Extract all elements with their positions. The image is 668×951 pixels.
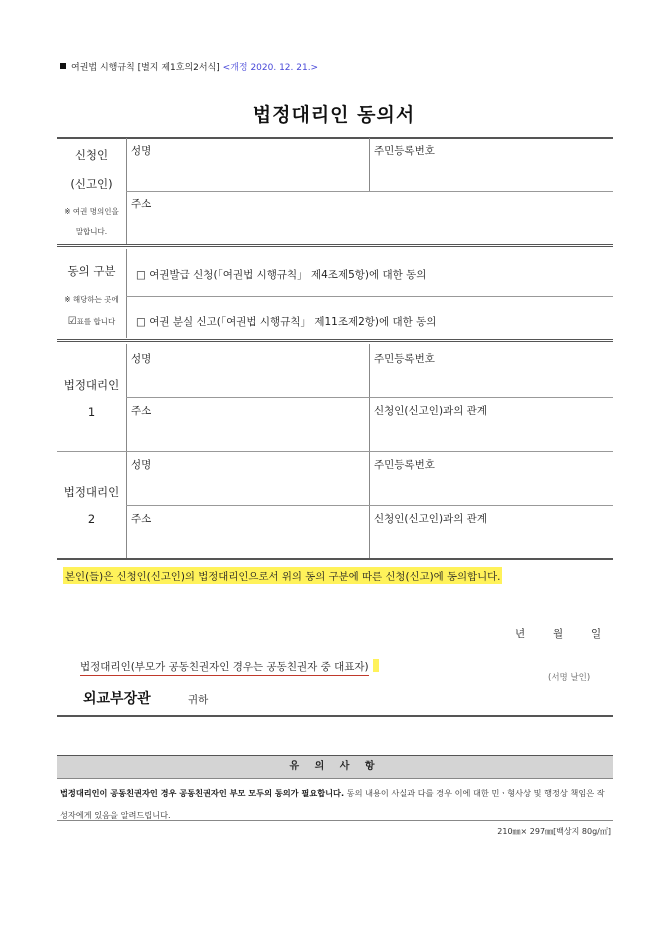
date-year[interactable]: 년 [515, 628, 526, 640]
paper-spec: 210㎜× 297㎜[백상지 80g/㎡] [497, 827, 611, 836]
consent-statement: 본인(들)은 신청인(신고인)의 법정대리인으로서 위의 동의 구분에 따른 신청(신고)에 동의합니다. [63, 567, 502, 584]
section-border [57, 339, 613, 342]
applicant-name-field[interactable]: 성명 [131, 145, 152, 157]
form-reference [60, 60, 318, 73]
consent-option-passport-loss[interactable]: □ 여권 분실 신고(「여권법 시행규칙」 제11조제2항)에 대한 동의 [136, 316, 437, 328]
consent-type-label: 동의 구분 [67, 264, 116, 278]
section-border [57, 244, 613, 247]
applicant-label-sub: (신고인) [70, 177, 113, 191]
sign-hint: (서명 날인) [548, 673, 591, 683]
square-bullet-icon [60, 63, 66, 69]
guardian1-number: 1 [87, 405, 96, 419]
date-day[interactable]: 일 [591, 628, 602, 640]
guardian1-rrn-field[interactable]: 주민등록번호 [374, 353, 435, 365]
guardian2-address-field[interactable]: 주소 [131, 513, 152, 525]
guardian2-relation-field[interactable]: 신청인(신고인)과의 관계 [374, 513, 487, 525]
guardian2-number: 2 [87, 512, 96, 526]
divider [369, 138, 370, 191]
divider [126, 505, 613, 506]
guardian2-rrn-field[interactable]: 주민등록번호 [374, 459, 435, 471]
applicant-note: ※ 여권 명의인을 [64, 207, 119, 216]
applicant-rrn-field[interactable]: 주민등록번호 [374, 145, 435, 157]
divider [57, 820, 613, 821]
guardian2-label: 법정대리인 [63, 485, 120, 499]
signer-line [80, 655, 379, 674]
guardian2-name-field[interactable]: 성명 [131, 459, 152, 471]
revision-text: <개정 2020. 12. 21.> [222, 63, 319, 73]
addressee-suffix: 귀하 [188, 694, 209, 706]
page-title: 법정대리인 동의서 [252, 104, 416, 126]
divider [126, 296, 613, 297]
notice-bold: 법정대리인이 공동친권자인 경우 공동친권자인 부모 모두의 동의가 필요합니다. [60, 788, 345, 798]
consent-option-passport-issue[interactable]: □ 여권발급 신청(「여권법 시행규칙」 제4조제5항)에 대한 동의 [136, 269, 427, 281]
divider [126, 397, 613, 398]
divider [126, 249, 127, 338]
consent-type-note: ☑표를 합니다 [67, 316, 116, 327]
divider [57, 451, 613, 452]
table-bottom-border [57, 558, 613, 560]
date-month[interactable]: 월 [553, 628, 564, 640]
checkbox-checked-icon: ☑ [67, 316, 77, 327]
notice-rest: 동의 내용이 사실과 다를 경우 이에 대한 민ㆍ형사상 및 행정상 책임은 작성자에게 있음을 알려드립니다. [60, 788, 605, 820]
guardian1-address-field[interactable]: 주소 [131, 405, 152, 417]
signer-label: 법정대리인(부모가 공동친권자인 경우는 공동친권자 중 대표자) [80, 661, 369, 676]
addressee-name: 외교부장관 [83, 691, 151, 707]
applicant-address-field[interactable]: 주소 [131, 198, 152, 210]
guardian1-name-field[interactable]: 성명 [131, 353, 152, 365]
applicant-label: 신청인 [74, 148, 109, 162]
form-ref-text: 여권법 시행규칙 [별지 제1호의2서식] [71, 63, 220, 73]
applicant-note: 말합니다. [75, 227, 108, 236]
table-top-border [57, 137, 613, 139]
guardian1-label: 법정대리인 [63, 378, 120, 392]
guardian1-relation-field[interactable]: 신청인(신고인)과의 관계 [374, 405, 487, 417]
notice-title: 유 의 사 항 [57, 755, 613, 779]
divider [126, 191, 613, 192]
highlight-marker [373, 659, 379, 672]
divider [57, 715, 613, 717]
consent-type-note: ※ 해당하는 곳에 [64, 295, 119, 304]
